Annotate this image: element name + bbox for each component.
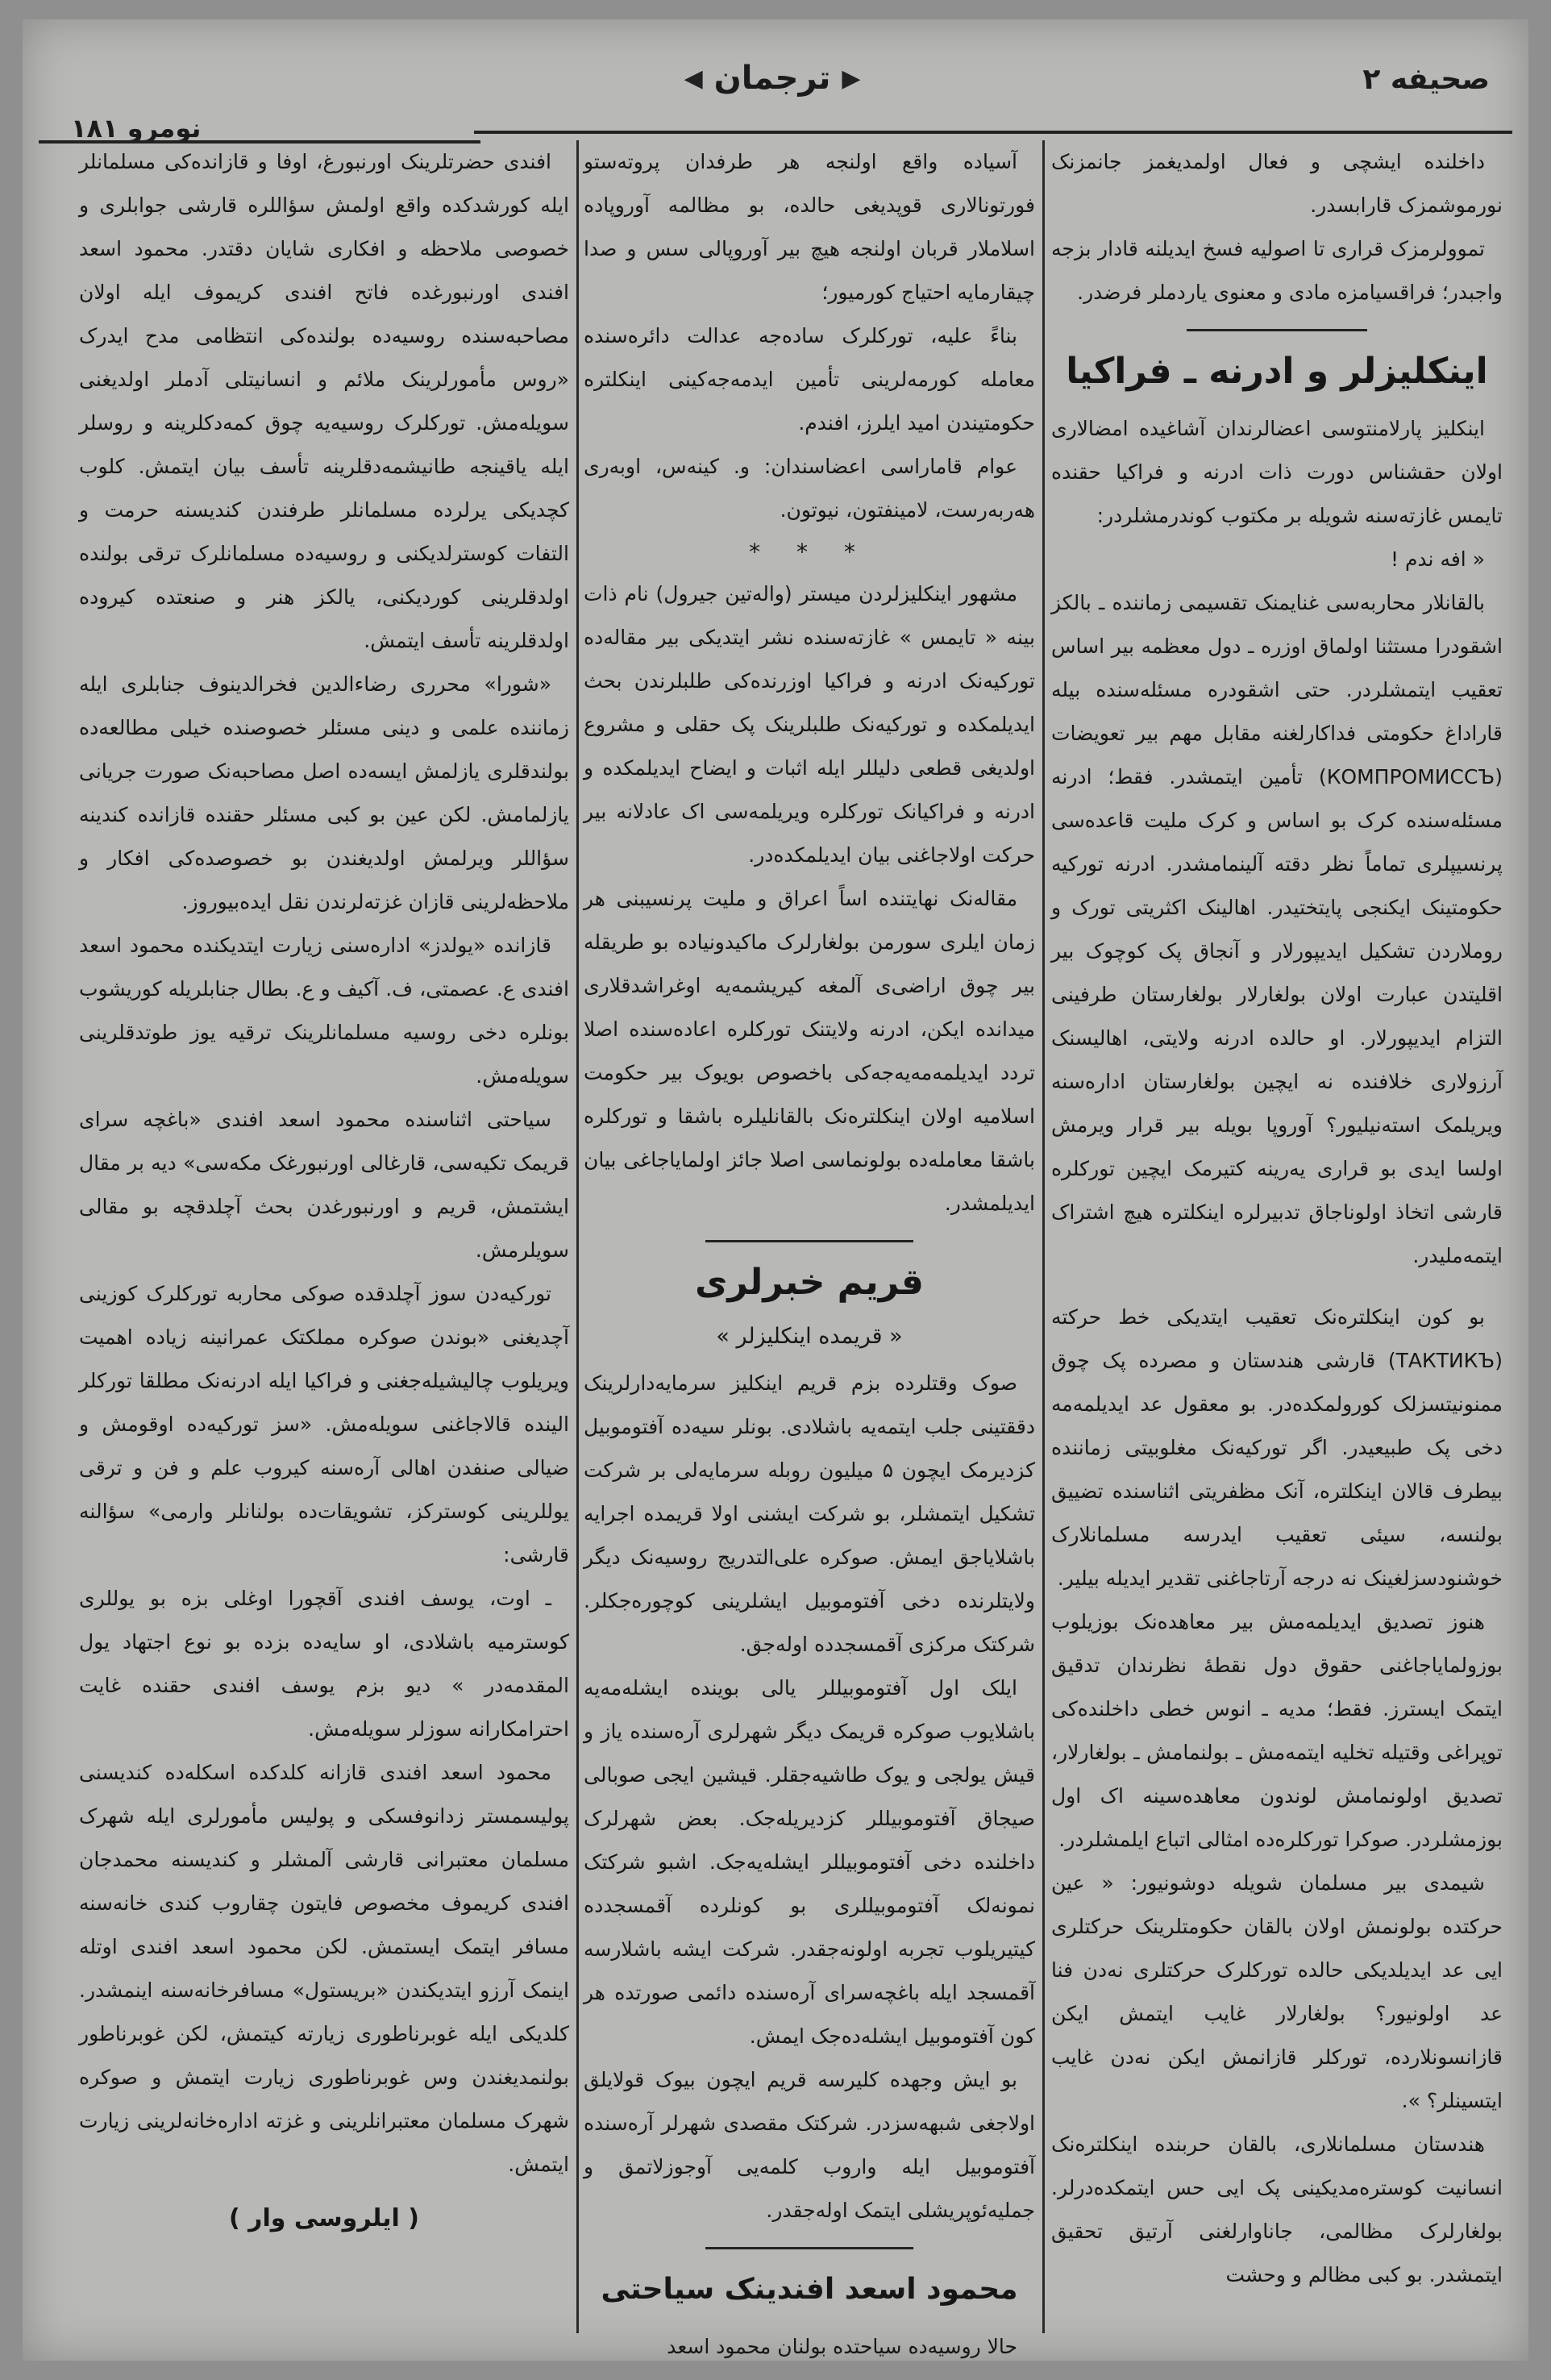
ornament-right-icon: ▶: [842, 64, 861, 93]
article-paragraph: تورکیه‌دن سوز آچلدقده صوکی محاربه تورکلرک کوزینی آچدیغنی «بوندن صوکره مملکتک عمرانینه زیاده اهمیت ویریلوب چالیشیله‌جغنی و فراکیا ایله ادرنه‌نک مطلقا تورکلر الینده قالاجاغنی سویله‌مش. «سز تورکیه‌ده اوقومش و ضیالی صنفدن اهالی آره‌سنه کیروب علم و فن و ترقی یوللرینی کوسترکز، تشویقات‌ده بولنانلر وارمی» سؤالنه قارشی:: [79, 1282, 569, 1567]
section-title: قریم خبرلری: [695, 1262, 924, 1303]
section-subtitle: « قریمده اینکلیزلر »: [716, 1324, 903, 1349]
article-paragraph: صوک وقتلرده بزم قریم اینکلیز سرمایه‌دارلرینک دققتینی جلب ایتمه‌یه باشلادی. بونلر سیه‌ده آفتوموبیل کزدیرمک ایچون ۵ میلیون روبله سرمایه‌لی بر شرکت تشکیل ایتمشلر، بو شرکت ایشنی اولا قریمده اجرایه باشلایاجق ایمش. صوکره علی‌التدریج روسیه‌نک دیگر ولایتلرنده دخی آفتوموبیل ایشلرینی کوچوره‌جکلر. شرکتک مرکزی آقمسجدده اوله‌جق.: [584, 1371, 1035, 1656]
article-paragraph: محمود اسعد افندی قازانه کلدکده اسکله‌ده کندیسنی پولیسمستر زدانوفسکی و پولیس مأمورلری ایله شهرک مسلمان معتبرانی قارشی آلمشلر و کندیسنه محمدجان افندی کریموف مخصوص فایتون چقاروب کندی خانه‌سنه مسافر ایتمک ایستمش. لکن محمود اسعد افندی اوتله اینمک آرزو ایتدیکندن «بریستول» مسافرخانه‌سنه اینمشدر. کلدیکی ایله غوبرناطوری زیارته کیتمش، لکن غوبرناطور بولنمدیغندن وس غوبرناطوری زیارت ایتمش و صوکره شهرک مسلمان معتبرانلرینی و غزته اداره‌خانه‌لرینی زیارت ایتمش.: [79, 1761, 569, 2176]
article-paragraph: حالا روسیه‌ده سیاحتده بولنان محمود اسعد: [667, 2335, 1017, 2358]
page-number: صحیفه ۲: [1362, 63, 1490, 96]
section-separator-stars: * * *: [749, 539, 870, 565]
newspaper-title-block: [684, 60, 861, 97]
article-paragraph: شیمدی بیر مسلمان شویله دوشونیور: « عین حرکتده بولونمش اولان بالقان حکومتلرینک حرکتلری ایی عد ایدیلدیکی حالده تورکلرک حرکتلری نه‌دن فنا عد اولونیور؟ بولغارلار غایب ایتمش ایکن قازانسونلارده، تورکلر قازانمش ایکن نه‌دن غایب ایتسینلر؟ ».: [1051, 1871, 1503, 2112]
article-paragraph: اینکلیز پارلامنتوسی اعضالرندان آشاغیده امضالاری اولان حقشناس دورت ذات ادرنه و فراکیا حقنده تایمس غازته‌سنه شویله بر مکتوب کوندرمشلردر:: [1051, 417, 1503, 527]
section-rule: [1187, 329, 1367, 331]
section-rule: [705, 2247, 913, 2249]
travel-article-title: محمود اسعد افندینک سیاحتی: [601, 2273, 1018, 2306]
article-signatures: عوام قاماراسی اعضاسندان: و. کینه‌س، اوبه‌ری هه‌ربه‌رست، لامینفتون، نیوتون.: [584, 455, 1035, 522]
article-paragraph: سیاحتی اثناسنده محمود اسعد افندی «باغچه سرای قریمک تکیه‌سی، قارغالی اورنبورغک مکه‌سی» دیه بر مقال ایشتمش، قریم و اورنبورغدن بحث آچلدقچه بو مقالی سویلرمش.: [79, 1108, 569, 1262]
column-divider-left: [576, 140, 579, 2333]
column-middle: [584, 140, 1035, 2358]
continued-note: ( ایلروسی وار ): [229, 2204, 419, 2232]
article-paragraph: بو ایش وجهده کلیرسه قریم ایچون بیوک قولایلق اولاجغی شبهه‌سزدر. شرکتک مقصدی شهرلر آره‌سنده آفتوموبیل ایله واروب کلمه‌یی آوجوزلاتمق و جملیه‌ئوپریشلی ایتمک اوله‌جقدر.: [584, 2068, 1035, 2222]
newspaper-page: [23, 19, 1528, 2361]
intro-paragraph: داخلنده ایشچی و فعال اولمدیغمز جانمزنک نورموشمزک قارابسدر.: [1051, 150, 1503, 217]
column-left: [79, 140, 569, 2309]
header-rule-right: [474, 131, 1512, 134]
article-paragraph: بناءً علیه، تورکلرک ساده‌جه عدالت دائره‌سنده معامله کورمه‌لرینی تأمین ایدمه‌جه‌کینی اینکلتره حکومتیندن امید ایلرز، افندم.: [584, 324, 1035, 435]
article-paragraph: قازانده «یولدز» اداره‌سنی زیارت ایتدیکنده محمود اسعد افندی ع. عصمتی، ف. آکیف و ع. بطال جنابلریله کوریشوب بونلره دخی روسیه مسلمانلرینک ترقیه یوز طوتدقلرینی سویله‌مش.: [79, 934, 569, 1088]
column-divider-right: [1042, 140, 1045, 2333]
article-paragraph: بالقانلار محاربه‌سی غنایمنک تقسیمی زماننده ـ بالکز اشقودرا مستثنا اولماق اوزره ـ دول معظمه بیر اساس تعقیب ایتمشلردر. حتی اشقودره مسئله‌سنده بیله قاراداغ حکومتی فداکارلغنه مقابل مهم بیر تعویضات (КОМПРОМИССЪ) تأمین ایتمشدر. فقط؛ ادرنه مسئله‌سنده کرک بو اساس و کرک ملیت قاعده‌سی پرنسیپلری تماماً نظر دقته آلینمامشدر. ادرنه تورکیه حکومتینک ایکنجی پایتختیدر. اهالینک اکثریتی تورک و روملاردن تشکیل ایدیپورلار و آنجاق پک کوچوک بیر اقلیتدن عبارت اولان بولغارلار بولغارستان طرفینی التزام ایدیپورلار. او حالده ادرنه ولایتی، اهالیسنک آرزولاری خلافنده نه ایچین بولغارستان اداره‌سنه ویریلمک استه‌نیلیور؟ آوروپا بویله بیر قرار ویرمش اولسا ایدی بو قراری یه‌رینه کتیرمک ایچین تورکلره قارشی اتخاذ اولوناجاق تدبیرلره اینکلتره هیچ اشتراک ایتمه‌ملیدر.: [1051, 591, 1503, 1267]
article-paragraph: هندستان مسلمانلاری، بالقان حربنده اینکلتره‌نک انسانیت کوستره‌مدیکینی پک ایی حس ایتمکده‌درلر. بولغارلرک مظالمی، جاناوارلغنی آرتیق تحقیق ایتمشدر. بو کبی مظالم و وحشت: [1051, 2132, 1503, 2286]
article-paragraph: بو کون اینکلتره‌نک تعقیب ایتدیکی خط حرکته (ТАКТИКЪ) قارشی هندستان و مصرده پک چوق ممنونیتسزلک کورولمکده‌در. بو معقول عد ایدیلمه‌مه دخی پک طبیعیدر. اگر تورکیه‌نک مغلوبیتی زماننده بیطرف قالان اینکلتره، آنک مظفریتی اثنا‌سنده تضییق بولنسه، سیئی تعقیب ایدرسه مسلمانلارک خوشنودسزلغینک نه درجه آرتاجاغنی تقدیر ایدیله بیلیر.: [1051, 1305, 1503, 1590]
article-paragraph: ایلک اول آفتوموبیللر یالی بوینده ایشله‌مه‌یه باشلایوب صوکره قریمک دیگر شهرلری آره‌سنده یاز و قیش یولجی و یوک طاشیه‌جقلر. قیشین ایجی صوبالی صیجاق آفتوموبیللر کزدیریله‌جک. بعض شهرلرک داخلنده دخی آفتوموبیللر ایشله‌یه‌جک. اشبو شرکتک نمونه‌لک آفتوموبیللری بو کونلرده آقمسجدده کیتیریلوب تجربه اولونه‌جقدر. شرکت ایشه باشلارسه آقمسجد ایله باغچه‌سرای آره‌سنده دائمی صورتده هر کون آفتوموبیل ایشله‌ده‌جک ایمش.: [584, 1676, 1035, 2048]
column-right: [1051, 140, 1503, 2309]
article-paragraph: افندی حضرتلرینک اورنبورغ، اوفا و قازانده‌کی مسلمانلر ایله کورشدکده واقع اولمش سؤاللره قارشی جوابلری و خصوصی ملاحظه و افکاری شایان دقتدر. محمود اسعد افندی اورنبورغده فاتح افندی کریموف ایله اولان مصاحبه‌سنده روسیه‌ده بولنده‌کی انتظامی مدح ایدرک «روس مأمورلرینک ملائم و انسانیتلی آدملر اولدیغنی سویله‌مش. تورکلرک روسیه‌یه چوق کمه‌دکلرینه و روسلر ایله یاقینجه طانیشمه‌دقلرینه تأسف بیان ایتمش. کلوب کچدیکی یرلرده مسلمانلر طرفندن کندیسنه حرمت و التفات کوسترلدیکنی و روسیه‌ده مسلمانلرک ترقی بولنده اولدقلرینی کوردیکنی، یالکز هنر و صنعتده کیروده اولدقلرینه تأسف ایتمش.: [79, 150, 569, 652]
newspaper-title: ترجمان: [713, 60, 831, 97]
issue-number: نومرو ۱۸۱: [71, 113, 202, 144]
ornament-left-icon: ◀: [684, 64, 703, 93]
article-title: اینکلیزلر و ادرنه ـ فراکیا: [1066, 351, 1488, 392]
article-paragraph: مشهور اینکلیزلردن میستر (واله‌تین جیرول) نام ذات بینه « تایمس » غازته‌سنده نشر ایتدیکی بیر مقاله‌ده تورکیه‌نک ادرنه و فراکیا اوزرنده‌کی طلبلرندن بحث ایدیلمکده و تورکیه‌نک طلبلرینک پک حقلی و مشروع اولدیغی قطعی دلیللر ایله اثبات و ایضاح ایدیلمکده و ادرنه و فراکیانک تورکلره ویریلمه‌سی اک عادلانه بیر حرکت اولاجاغنی بیان ایدیلمکده‌در.: [584, 582, 1035, 867]
article-salutation: « افه ندم !: [1390, 547, 1485, 571]
masthead: [39, 56, 1506, 144]
article-paragraph: آسیاده واقع اولنجه هر طرفدان پروته‌ستو فورتونالاری قوپدیغی حالده، بو مظالمه آوروپاده اسلاملار قربان اولنجه هیچ بیر آوروپالی سس و صدا چیقارمایه احتیاج کورمیور؛: [584, 150, 1035, 304]
section-rule: [705, 1240, 913, 1242]
article-paragraph: ـ اوت، یوسف افندی آقچورا اوغلی بزه بو یوللری کوسترمیه باشلادی، او سایه‌ده بزده بو نوع اجتهاد یول المقدمه‌در » دیو بزم یوسف افندی حقنده غایت احترامکارانه سوزلر سویله‌مش.: [79, 1587, 569, 1741]
intro-paragraph: تموولرمزک قراری تا اصولیه فسخ ایدیلنه قادار بزجه واجبدر؛ فراقسیامزه مادی و معنوی یاردملر فرضدر.: [1051, 237, 1503, 304]
article-paragraph: مقاله‌نک نهایتنده اساً اعراق و ملیت پرنسیبنی هر زمان ایلری سورمن بولغارلرک ماکیدونیاده بو طریقله بیر چوق اراضی‌ی آلمغه کیریشمه‌یه اوغراشدقلاری میدانده ایکن، ادرنه ولایتنک تورکلره اعاده‌سنده اصلا تردد ایدیلمه‌مه‌یه‌جه‌کی باخصوص بویوک بیر حکومت اسلامیه اولان اینکلتره‌نک بالقانلیلره باشقا و تورکلره باشقا معامله‌ده بولونماسی اصلا جائز اولمایاجاغی بیان ایدیلمشدر.: [584, 887, 1035, 1215]
article-paragraph: «شورا» محرری رضاءالدین فخرالدینوف جنابلری ایله زماننده علمی و دینی مسئلر خصوصنده خیلی مطالعه‌ده بولندقلری یازلمش ایسه‌ده اصل مصاحبه‌نک صورت جریانی یازلمامش. لکن عین بو کبی مسئلر حقنده قازانده کندینه سؤاللر ویرلمش اولدیغندن بو خصوصده‌کی افکار و ملاحظه‌لرینی قازان غزته‌لرندن نقل ایده‌بیوروز.: [79, 672, 569, 913]
article-paragraph: هنوز تصدیق ایدیلمه‌مش بیر معاهده‌نک بوزیلوب بوزولمایاجاغنی حقوق دول نقطهٔ نظرندان تدقیق ایتمک ایسترز. فقط؛ مدیه ـ انوس خطی داخلنده‌کی توپراغی وقتیله تخلیه ایتمه‌مش ـ بولنمامش ـ بولغارلار، تصدیق اولونمامش لوندون معاهده‌سینه اک اول بوزمشلردر. صوکرا تورکلره‌ده امثالی اتباع ایلمشلردر.: [1051, 1610, 1503, 1851]
